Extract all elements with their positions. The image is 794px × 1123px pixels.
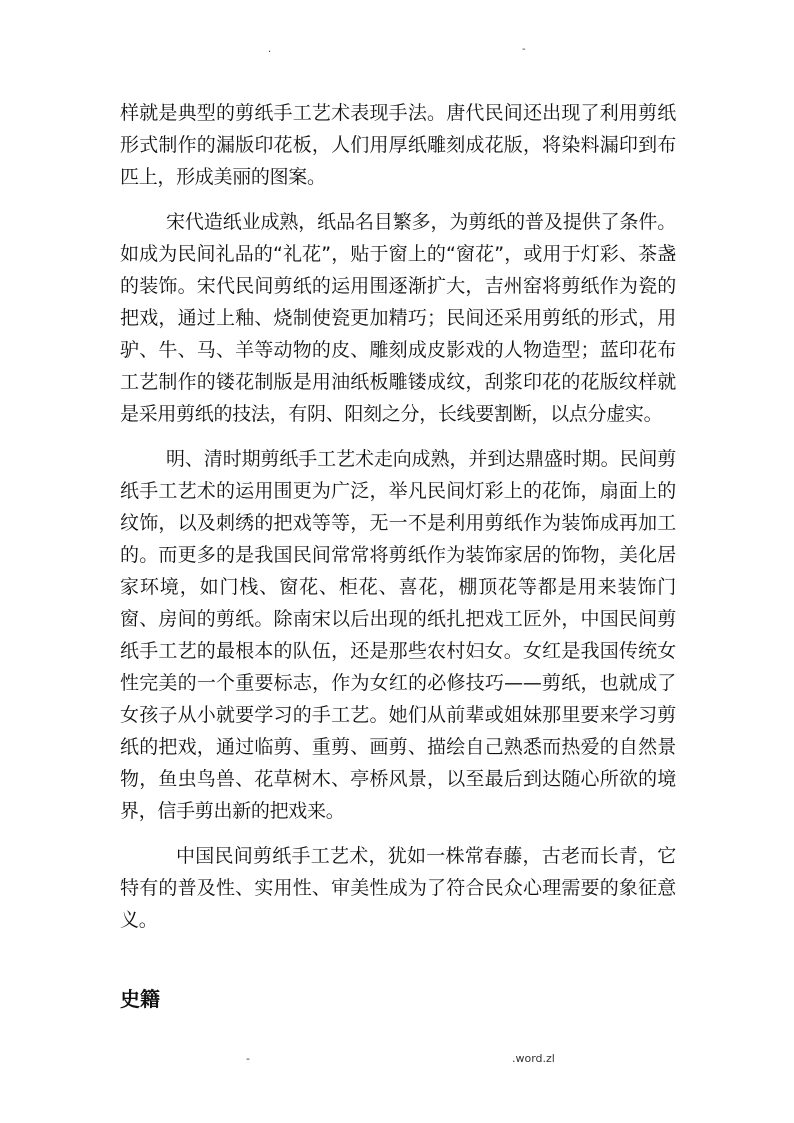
header-right-mark: - [522,44,526,55]
paragraph-tang-stencil: 样就是典型的剪纸手工艺术表现手法。唐代民间还出现了利用剪纸形式制作的漏版印花板，人们用厚纸雕刻成花版，将染料漏印到布匹上，形成美丽的图案。 [120,102,676,188]
document-body [120,97,676,936]
paragraph-summary: 中国民间剪纸手工艺术，犹如一株常春藤，古老而长青，它特有的普及性、实用性、审美性成为了符合民众心理需要的象征意义。 [120,845,676,931]
paragraph-ming-qing: 明、清时期剪纸手工艺术走向成熟，并到达鼎盛时期。民间剪纸手工艺术的运用围更为广泛，举凡民间灯彩上的花饰，扇面上的纹饰，以及刺绣的把戏等等，无一不是利用剪纸作为装饰成再加工的。而更多的是我国民间常常将剪纸作为装饰家居的饰物，美化居家环境，如门栈、窗花、柜花、喜花，棚顶花等都是用来装饰门窗、房间的剪纸。除南宋以后出现的纸扎把戏工匠外，中国民间剪纸手工艺的最根本的队伍，还是那些农村妇女。女红是我国传统女性完美的一个重要标志，作为女红的必修技巧——剪纸，也就成了女孩子从小就要学习的手工艺。她们从前辈或姐妹那里要来学习剪纸的把戏，通过临剪、重剪、画剪、描绘自己熟悉而热爱的自然景物，鱼虫鸟兽、花草树木、亭桥风景，以至最后到达随心所欲的境界，信手剪出新的把戏来。 [120,448,676,822]
section-heading: 史籍 [120,987,160,1011]
footer-left-mark: - [246,1052,250,1065]
footer-right-mark: .word.zl [512,1052,555,1065]
paragraph-song-dynasty: 宋代造纸业成熟，纸品名目繁多，为剪纸的普及提供了条件。如成为民间礼品的“礼花”，贴于窗上的“窗花”，或用于灯彩、茶盏的装饰。宋代民间剪纸的运用围逐渐扩大，吉州窑将剪纸作为瓷的把戏，通过上釉、烧制使瓷更加精巧；民间还采用剪纸的形式，用驴、牛、马、羊等动物的皮、雕刻成皮影戏的人物造型；蓝印花布工艺制作的镂花制版是用油纸板雕镂成纹，刮浆印花的花版纹样就是采用剪纸的技法，有阴、阳刻之分，长线要割断，以点分虚实。 [120,211,676,425]
header-left-mark: . [268,44,272,55]
